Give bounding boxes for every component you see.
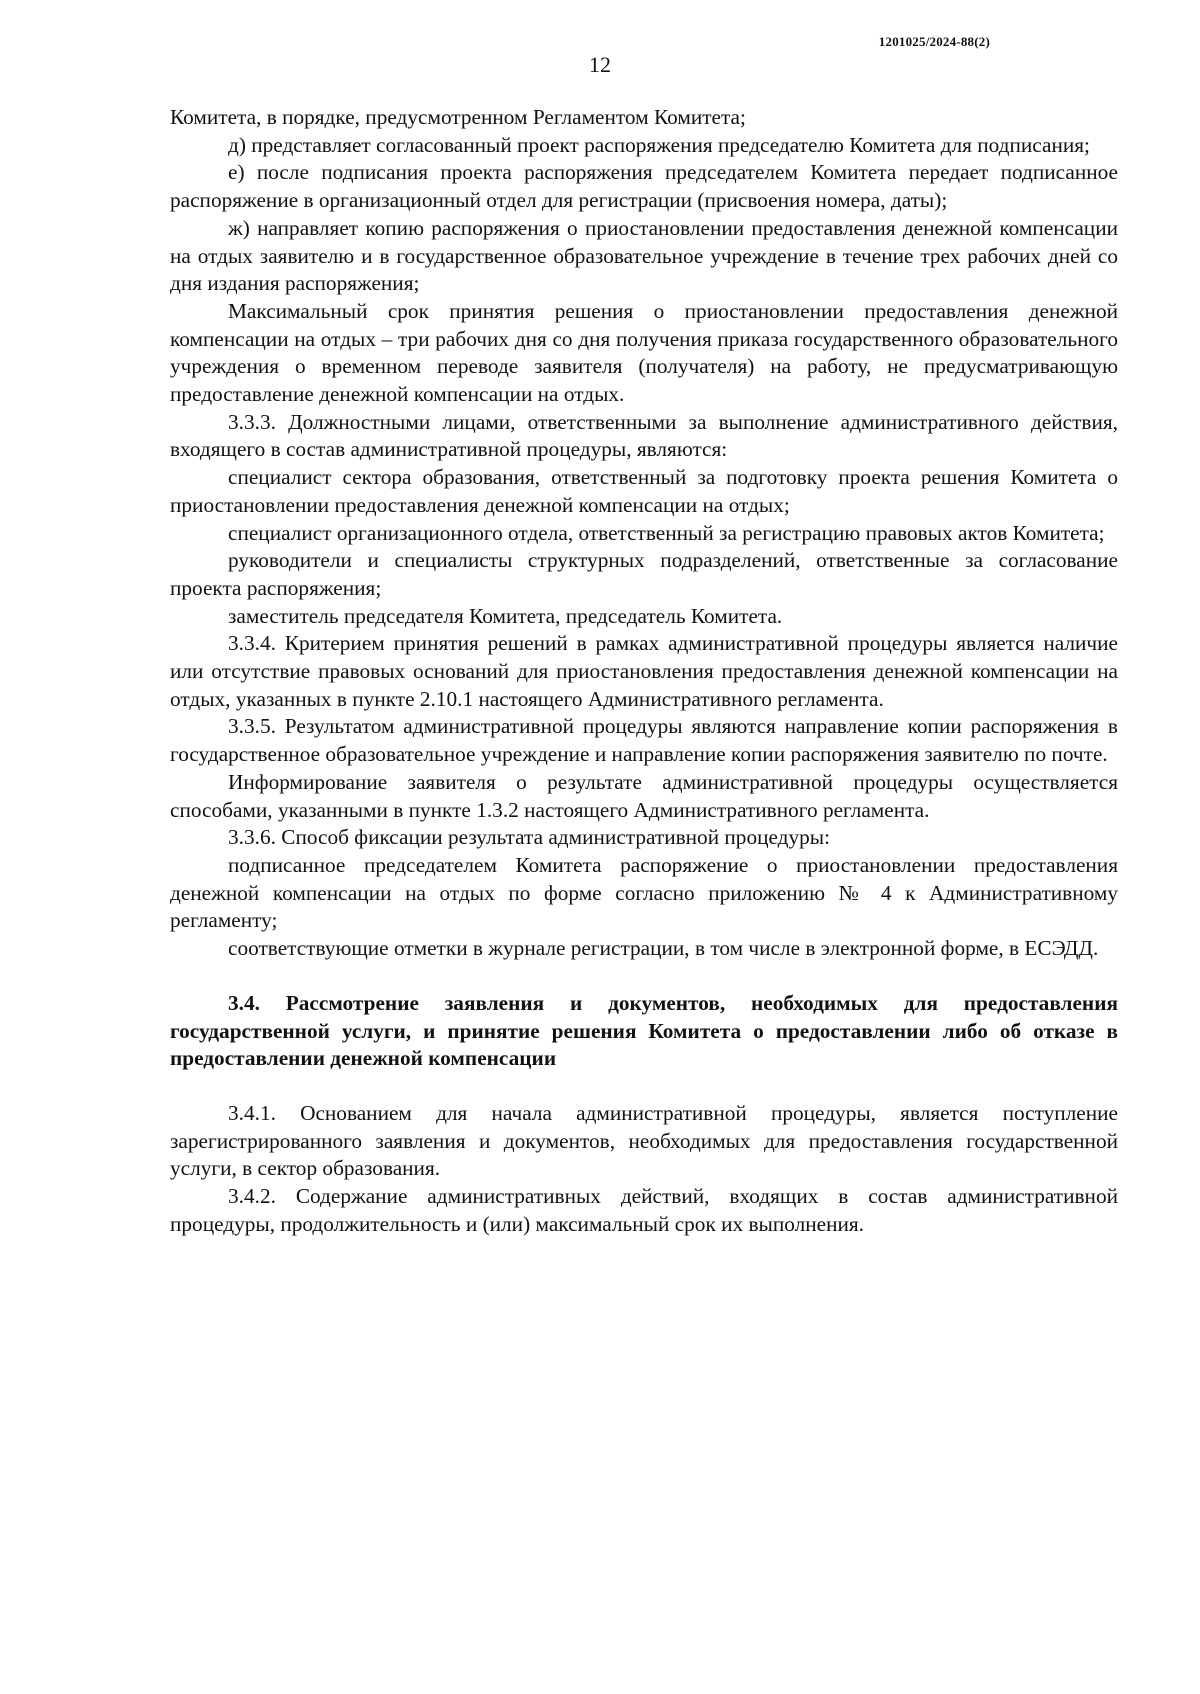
paragraph: специалист сектора образования, ответственный за подготовку проекта решения Комитета о приостановлении предоставления денежной компенсации на отдых;	[170, 465, 1118, 517]
paragraph: д) представляет согласованный проект распоряжения председателю Комитета для подписания;	[228, 132, 1090, 157]
paragraph: заместитель председателя Комитета, председатель Комитета.	[228, 603, 783, 628]
paragraph: специалист организационного отдела, ответственный за регистрацию правовых актов Комитета;	[228, 520, 1105, 545]
page-number: 12	[589, 52, 611, 77]
paragraph: 3.3.4. Критерием принятия решений в рамках административной процедуры является наличие или отсутствие правовых оснований для приостановления предоставления денежной компенсации на отдых, указанных в пункте 2.10.1 настоящего Административного регламента.	[170, 631, 1118, 711]
paragraph: Комитета, в порядке, предусмотренном Регламентом Комитета;	[170, 105, 746, 129]
paragraph: руководители и специалисты структурных подразделений, ответственные за согласование проекта распоряжения;	[170, 548, 1118, 600]
paragraph: 3.3.6. Способ фиксации результата административной процедуры:	[228, 825, 831, 850]
paragraph: 3.4.2. Содержание административных действий, входящих в состав административной процедуры, продолжительность и (или) максимальный срок их выполнения.	[170, 1184, 1118, 1236]
section-heading: 3.4. Рассмотрение заявления и документов, необходимых для предоставления государственной услуги, и принятие решения Комитета о предоставлении либо об отказе в предоставлении денежной компенсации	[170, 990, 1118, 1071]
paragraph: Информирование заявителя о результате административной процедуры осуществляется способами, указанными в пункте 1.3.2 настоящего Административного регламента.	[170, 769, 1118, 822]
paragraph: Максимальный срок принятия решения о приостановлении предоставления денежной компенсации на отдых – три рабочих дня со дня получения приказа государственного образовательного учреждения о временном переводе заявителя (получателя) на работу, не предусматривающую предоставление денежной компенсации на отдых.	[170, 298, 1118, 407]
paragraph: подписанное председателем Комитета распоряжение о приостановлении предоставления денежной компенсации на отдых по форме согласно приложению № 4 к Административному регламенту;	[170, 852, 1118, 933]
paragraph: 3.4.1. Основанием для начала административной процедуры, является поступление зарегистрированного заявления и документов, необходимых для предоставления государственной услуги, в сектор образования.	[170, 1100, 1118, 1181]
document-number: 1201025/2024-88(2)	[878, 34, 990, 49]
paragraph: ж) направляет копию распоряжения о приостановлении предоставления денежной компенсации на отдых заявителю и в государственное образовательное учреждение в течение трех рабочих дней со дня издания распоряжения;	[170, 215, 1118, 296]
paragraph: е) после подписания проекта распоряжения председателем Комитета передает подписанное распоряжение в организационный отдел для регистрации (присвоения номера, даты);	[170, 160, 1118, 213]
document-body	[170, 104, 1118, 1238]
paragraph: соответствующие отметки в журнале регистрации, в том числе в электронной форме, в ЕСЭДД.	[228, 936, 1099, 961]
paragraph: 3.3.3. Должностными лицами, ответственными за выполнение административного действия, входящего в состав административной процедуры, являются:	[170, 409, 1118, 462]
paragraph: 3.3.5. Результатом административной процедуры являются направление копии распоряжения в государственное образовательное учреждение и направление копии распоряжения заявителю по почте.	[170, 714, 1118, 767]
